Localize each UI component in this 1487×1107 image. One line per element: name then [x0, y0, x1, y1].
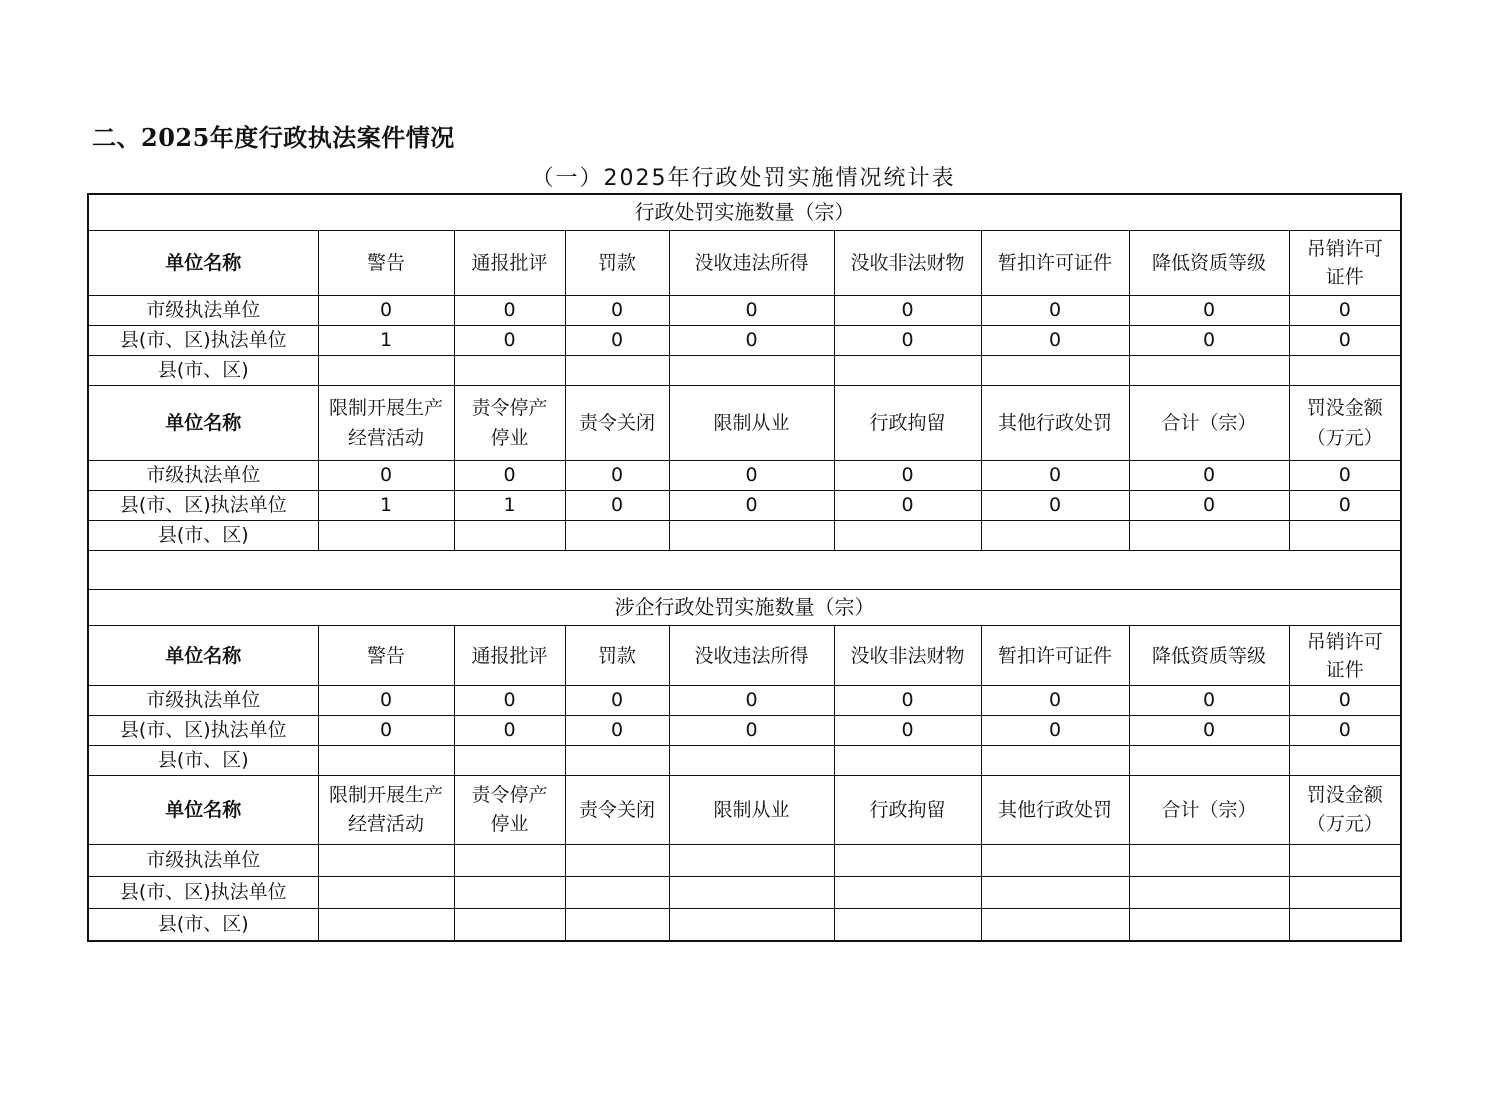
table-cell: [565, 909, 669, 942]
column-header: 限制从业: [669, 386, 834, 461]
column-header: 没收违法所得: [669, 626, 834, 686]
row-label: 市级执法单位: [88, 686, 318, 716]
row-label: 县(市、区)执法单位: [88, 326, 318, 356]
table-cell: [669, 909, 834, 942]
table-cell: [834, 877, 981, 909]
column-header: 罚没金额（万元）: [1289, 386, 1401, 461]
table-cell: 0: [454, 686, 565, 716]
column-header: 其他行政处罚: [981, 776, 1129, 845]
table-cell: [669, 521, 834, 551]
table-cell: 0: [981, 326, 1129, 356]
column-header: 没收非法财物: [834, 626, 981, 686]
section-title: 涉企行政处罚实施数量（宗）: [88, 590, 1401, 626]
row-label: 县(市、区): [88, 521, 318, 551]
column-header: 合计（宗）: [1129, 386, 1289, 461]
column-header: 合计（宗）: [1129, 776, 1289, 845]
table-cell: [454, 845, 565, 877]
table-cell: [834, 845, 981, 877]
table-cell: [565, 521, 669, 551]
table-cell: [318, 521, 454, 551]
column-header: 责令停产停业: [454, 776, 565, 845]
table-cell: [318, 746, 454, 776]
table-cell: [1289, 909, 1401, 942]
table-cell: 0: [1289, 326, 1401, 356]
table-cell: 1: [318, 326, 454, 356]
table-cell: [454, 877, 565, 909]
column-header: 限制开展生产经营活动: [318, 386, 454, 461]
table-cell: [454, 909, 565, 942]
table-cell: 0: [1129, 326, 1289, 356]
table-caption: （一）2025年行政处罚实施情况统计表: [531, 166, 956, 191]
table-cell: 1: [454, 491, 565, 521]
column-header: 责令关闭: [565, 776, 669, 845]
table-cell: 0: [834, 461, 981, 491]
row-label: 市级执法单位: [88, 461, 318, 491]
column-header: 吊销许可证件: [1289, 626, 1401, 686]
table-cell: 0: [454, 716, 565, 746]
table-cell: 0: [1129, 686, 1289, 716]
column-header: 吊销许可证件: [1289, 231, 1401, 296]
table-cell: [834, 521, 981, 551]
table-cell: [1289, 746, 1401, 776]
table-cell: 0: [1129, 491, 1289, 521]
row-label: 县(市、区): [88, 356, 318, 386]
column-header: 罚款: [565, 231, 669, 296]
table-cell: 0: [834, 296, 981, 326]
table-cell: 0: [981, 491, 1129, 521]
table-cell: [981, 845, 1129, 877]
table-cell: 0: [565, 716, 669, 746]
column-header: 责令停产停业: [454, 386, 565, 461]
row-label: 县(市、区): [88, 909, 318, 942]
column-header: 其他行政处罚: [981, 386, 1129, 461]
table-cell: 0: [318, 461, 454, 491]
table-cell: 0: [454, 326, 565, 356]
column-header: 警告: [318, 231, 454, 296]
column-header: 通报批评: [454, 626, 565, 686]
table-cell: [318, 877, 454, 909]
row-label: 县(市、区)执法单位: [88, 491, 318, 521]
column-header: 行政拘留: [834, 386, 981, 461]
table-cell: 0: [834, 686, 981, 716]
table-cell: 0: [669, 686, 834, 716]
table-cell: 0: [981, 686, 1129, 716]
blank-row: [88, 551, 1401, 590]
table-cell: 0: [669, 491, 834, 521]
unit-name-header: 单位名称: [88, 386, 318, 461]
column-header: 没收非法财物: [834, 231, 981, 296]
table-cell: [565, 845, 669, 877]
section-title: 行政处罚实施数量（宗）: [88, 194, 1401, 231]
column-header: 罚款: [565, 626, 669, 686]
table-cell: [1289, 877, 1401, 909]
table-cell: 0: [565, 326, 669, 356]
table-cell: [318, 845, 454, 877]
penalty-statistics-table: [87, 193, 1402, 942]
table-cell: [669, 356, 834, 386]
table-cell: 0: [318, 296, 454, 326]
table-cell: 0: [834, 326, 981, 356]
table-cell: 0: [669, 716, 834, 746]
table-cell: 0: [1289, 716, 1401, 746]
table-cell: [1129, 877, 1289, 909]
table-cell: 0: [454, 296, 565, 326]
column-header: 通报批评: [454, 231, 565, 296]
column-header: 罚没金额（万元）: [1289, 776, 1401, 845]
table-cell: 0: [565, 296, 669, 326]
row-label: 县(市、区)执法单位: [88, 877, 318, 909]
column-header: 降低资质等级: [1129, 231, 1289, 296]
table-cell: [669, 746, 834, 776]
row-label: 县(市、区)执法单位: [88, 716, 318, 746]
table-cell: [981, 521, 1129, 551]
table-cell: 0: [1129, 296, 1289, 326]
table-cell: 0: [834, 491, 981, 521]
table-cell: 0: [454, 461, 565, 491]
table-cell: [454, 746, 565, 776]
column-header: 降低资质等级: [1129, 626, 1289, 686]
column-header: 警告: [318, 626, 454, 686]
table-cell: [565, 746, 669, 776]
table-cell: [981, 746, 1129, 776]
table-cell: [981, 356, 1129, 386]
table-cell: 0: [1129, 716, 1289, 746]
table-cell: [454, 521, 565, 551]
table-cell: 0: [1289, 461, 1401, 491]
table-cell: [1129, 746, 1289, 776]
row-label: 县(市、区): [88, 746, 318, 776]
column-header: 限制从业: [669, 776, 834, 845]
table-cell: 0: [565, 686, 669, 716]
table-cell: 0: [565, 491, 669, 521]
table-cell: [1129, 521, 1289, 551]
table-cell: [981, 877, 1129, 909]
column-header: 行政拘留: [834, 776, 981, 845]
table-cell: 0: [669, 461, 834, 491]
table-cell: 0: [318, 716, 454, 746]
table-cell: [1289, 845, 1401, 877]
table-cell: 0: [834, 716, 981, 746]
table-cell: 0: [565, 461, 669, 491]
table-cell: 0: [1289, 491, 1401, 521]
table-cell: [981, 909, 1129, 942]
table-cell: 0: [1129, 461, 1289, 491]
table-cell: 0: [1289, 686, 1401, 716]
unit-name-header: 单位名称: [88, 231, 318, 296]
unit-name-header: 单位名称: [88, 626, 318, 686]
table-cell: 0: [669, 326, 834, 356]
table-cell: [834, 746, 981, 776]
table-cell: 0: [981, 296, 1129, 326]
table-cell: [1129, 845, 1289, 877]
table-cell: [318, 909, 454, 942]
table-cell: [1129, 909, 1289, 942]
column-header: 暂扣许可证件: [981, 231, 1129, 296]
table-cell: 0: [1289, 296, 1401, 326]
table-cell: [834, 909, 981, 942]
table-cell: [669, 877, 834, 909]
table-cell: [1129, 356, 1289, 386]
column-header: 限制开展生产经营活动: [318, 776, 454, 845]
table-cell: 0: [669, 296, 834, 326]
table-cell: [669, 845, 834, 877]
table-cell: [1289, 521, 1401, 551]
table-cell: [454, 356, 565, 386]
table-cell: 0: [981, 716, 1129, 746]
table-cell: 0: [981, 461, 1129, 491]
row-label: 市级执法单位: [88, 296, 318, 326]
column-header: 暂扣许可证件: [981, 626, 1129, 686]
table-cell: 0: [318, 686, 454, 716]
table-cell: [565, 356, 669, 386]
table-cell: [1289, 356, 1401, 386]
unit-name-header: 单位名称: [88, 776, 318, 845]
table-cell: [834, 356, 981, 386]
table-cell: [565, 877, 669, 909]
row-label: 市级执法单位: [88, 845, 318, 877]
table-cell: [318, 356, 454, 386]
table-cell: 1: [318, 491, 454, 521]
column-header: 责令关闭: [565, 386, 669, 461]
column-header: 没收违法所得: [669, 231, 834, 296]
section-heading: 二、2025年度行政执法案件情况: [92, 123, 455, 152]
